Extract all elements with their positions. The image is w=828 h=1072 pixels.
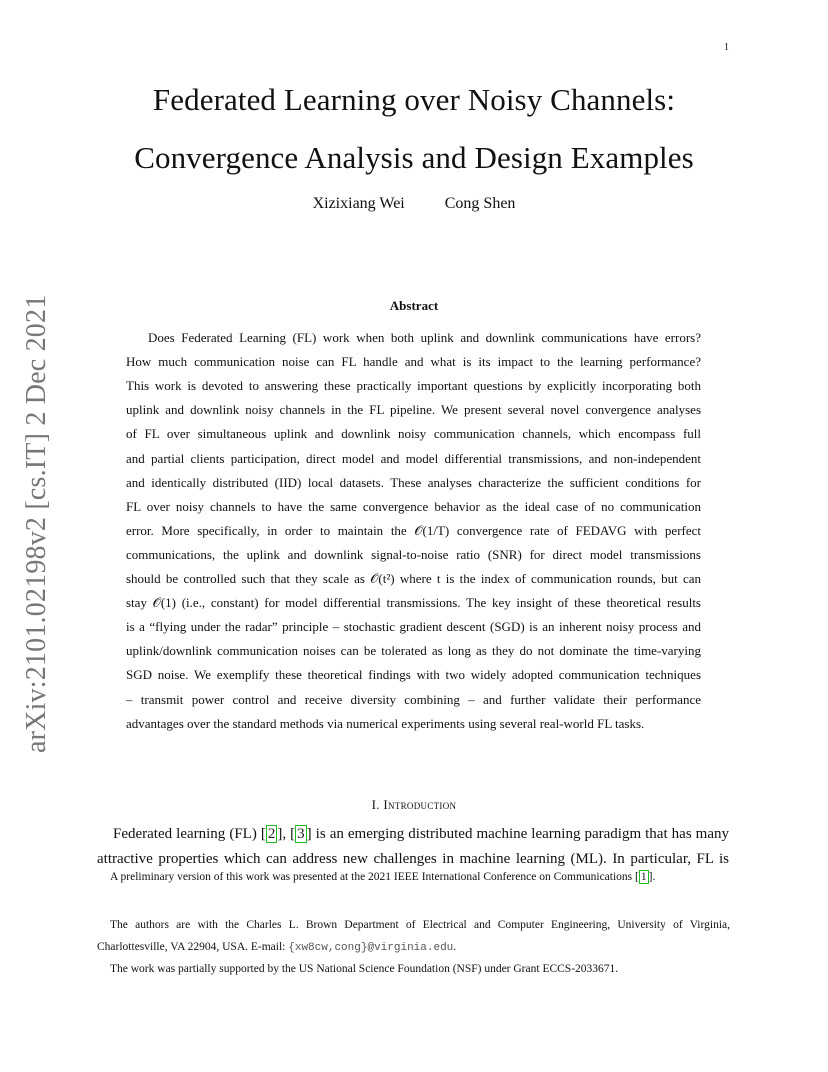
paper-title-line-1: Federated Learning over Noisy Channels:	[152, 82, 676, 117]
page-number: 1	[724, 42, 729, 53]
author-name: Cong Shen	[444, 195, 516, 212]
abstract-line: should be controlled such that they scale as 𝒪(t²) where t is the index of communication rounds, but can	[126, 571, 701, 586]
citation-link[interactable]: 3	[297, 826, 305, 842]
footnote-preliminary: A preliminary version of this work was presented at the 2021 IEEE International Conference on Communications [ 1 ].	[110, 871, 656, 883]
abstract-line: – transmit power control and receive diversity combining – and further validate their performance	[126, 691, 701, 707]
footnote-text: A preliminary version of this work was presented at the 2021 IEEE International Conference on Communications	[110, 871, 636, 883]
abstract-line: Does Federated Learning (FL) work when both uplink and downlink communications have errors?	[148, 330, 701, 345]
abstract-line: communications, the uplink and downlink signal-to-noise ratio (SNR) for direct model transmissions	[126, 546, 701, 562]
abstract-line: is a “flying under the radar” principle – stochastic gradient descent (SGD) is an inherent noisy process and	[126, 619, 701, 635]
intro-paragraph-line: attractive properties which can address new challenges in machine learning (ML). In particular, FL is	[97, 851, 729, 867]
abstract-line: of FL over simultaneous uplink and downlink noisy communication channels, which encompass full	[126, 426, 701, 442]
abstract-line: advantages over the standard methods via numerical experiments using several real-world FL tasks.	[126, 715, 645, 731]
footnote-affiliation-cont: Charlottesville, VA 22904, USA. E-mail: {xw8cw,cong}@virginia.edu.	[97, 941, 457, 954]
abstract-line: This work is devoted to answering these practically important questions by explicitly incorporating both	[126, 378, 701, 394]
citation-link[interactable]: 1	[640, 871, 647, 883]
abstract-heading: Abstract	[389, 298, 439, 313]
section-heading	[0, 797, 828, 813]
footnote-funding: The work was partially supported by the US National Science Foundation (NSF) under Grant ECCS-2033671.	[110, 963, 619, 975]
abstract-line: and partial clients participation, direct model and model differential transmissions, and non-independent	[126, 450, 701, 466]
section-number: I.	[371, 797, 380, 812]
citation-link[interactable]: 2	[267, 826, 276, 842]
paper-title-line-2: Convergence Analysis and Design Examples	[134, 140, 694, 175]
footnote-affiliation: The authors are with the Charles L. Brown Department of Electrical and Computer Engineering, University of Virginia,	[110, 919, 730, 931]
intro-paragraph-line: Federated learning (FL) [ 2 ], [ 3 ] is an emerging distributed machine learning paradigm that has many	[113, 826, 730, 842]
author-list	[0, 195, 828, 213]
abstract-line: error. More specifically, in order to maintain the 𝒪(1/T) convergence rate of FEDAVG with perfect	[126, 522, 701, 538]
intro-text: Federated learning (FL)	[113, 826, 261, 842]
section-title: Introduction	[383, 797, 457, 812]
intro-text: is an emerging distributed machine learning paradigm that has many	[311, 826, 730, 842]
abstract-line: How much communication noise can FL handle and what is its impact to the learning performance?	[126, 354, 701, 370]
author-name: Xizixiang Wei	[312, 195, 405, 212]
abstract-line: SGD noise. We exemplify these theoretical findings with two widely adopted communication techniques	[126, 667, 701, 683]
abstract-line: FL over noisy channels to have the same convergence behavior as the ideal case of no communication	[126, 498, 701, 514]
abstract-line: stay 𝒪(1) (i.e., constant) for model differential transmissions. The key insight of these theoretical results	[126, 595, 701, 611]
arxiv-watermark: arXiv:2101.02198v2 [cs.IT] 2 Dec 2021	[21, 294, 52, 753]
footnote-text: Charlottesville, VA 22904, USA. E-mail:	[97, 941, 289, 953]
abstract-line: uplink and downlink noisy channels in the FL pipeline. We present several novel convergence analyses	[126, 402, 701, 418]
abstract-line: uplink/downlink communication noises can be tolerated as long as they do not dominate the time-varying	[126, 643, 701, 659]
email-link[interactable]: {xw8cw,cong}@virginia.edu	[288, 942, 454, 954]
abstract-line: and identically distributed (IID) local datasets. These analyses characterize the sufficient conditions for	[126, 474, 701, 490]
